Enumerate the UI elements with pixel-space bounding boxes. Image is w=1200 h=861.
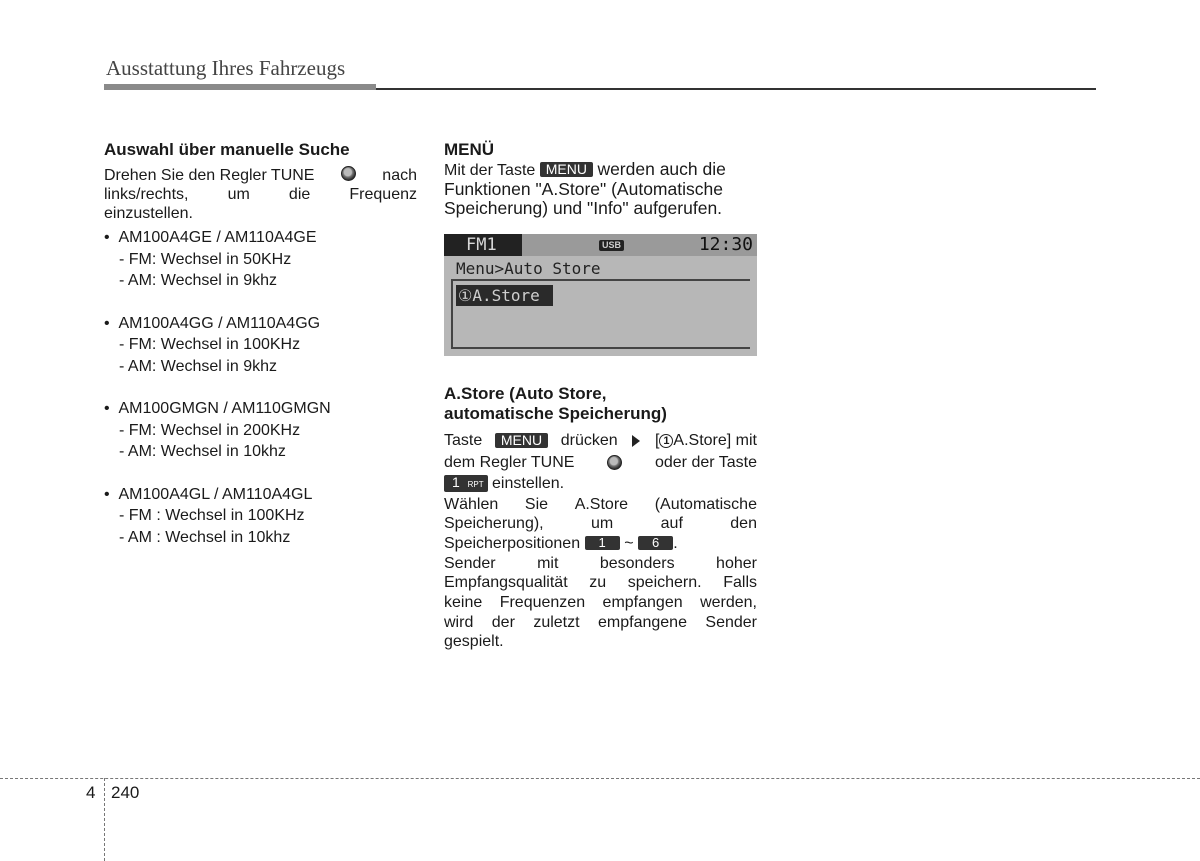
astore-line-2 (444, 452, 757, 474)
model-name: • AM100A4GE / AM110A4GE (104, 229, 317, 246)
tune-knob-icon (607, 455, 622, 470)
body-text: einstellen. (492, 475, 565, 492)
key-number: 1 (452, 474, 460, 490)
chapter-number: 4 (86, 783, 96, 802)
usb-icon: USB (599, 240, 624, 251)
arrow-right-icon (632, 435, 640, 447)
menu-line-2: Funktionen "A.Store" (Automatische (444, 179, 723, 199)
menu-line-3: Speicherung) und "Info" aufgerufen. (444, 198, 723, 218)
model-group (104, 227, 417, 292)
fm-step: - FM: Wechsel in 100KHz (119, 336, 301, 353)
astore-body (444, 430, 757, 495)
model-text: AM100A4GG / AM110A4GG (118, 314, 321, 332)
fm-step: - FM : Wechsel in 100KHz (119, 507, 305, 524)
intro-text: Drehen Sie den Regler TUNE (104, 167, 315, 184)
body-text: drücken (560, 432, 618, 449)
page-number: 240 (111, 783, 140, 802)
circled-one-icon: 1 (659, 434, 673, 448)
model-text: AM100A4GE / AM110A4GE (118, 229, 317, 246)
menu-section (444, 140, 757, 218)
preset-6-key: 6 (638, 536, 673, 550)
fm-step: - FM: Wechsel in 200KHz (119, 421, 301, 439)
manual-search-heading: Auswahl über manuelle Suche (104, 140, 350, 159)
astore-line-10: wird der zuletzt empfangene Sender (444, 613, 757, 631)
intro-line-1 (104, 166, 417, 185)
astore-line-1 (444, 430, 757, 452)
menu-heading: MENÜ (444, 140, 495, 159)
astore-line-6 (444, 534, 757, 554)
astore-line-8: Empfangsqualität zu speichern. Falls (444, 574, 757, 592)
astore-line-3 (444, 473, 757, 495)
model-name: • AM100A4GL / AM110A4GL (104, 485, 313, 503)
intro-line-2: links/rechts, um die Frequenz (104, 186, 417, 203)
astore-line-5: Speicherung), um auf den (444, 515, 757, 533)
astore-heading-2: automatische Speicherung) (444, 404, 667, 423)
body-text: [ (654, 432, 660, 449)
manual-search-intro (104, 166, 417, 223)
body-text: A.Store] mit (673, 432, 757, 449)
astore-body-2 (444, 495, 757, 653)
model-group (104, 484, 417, 549)
model-name: • AM100GMGN / AM110GMGN (104, 400, 331, 417)
model-name: • AM100A4GG / AM110A4GG (104, 314, 321, 332)
band-indicator: FM1 (444, 234, 522, 256)
am-step: - AM: Wechsel in 10khz (119, 443, 286, 460)
am-step: - AM: Wechsel in 9khz (119, 272, 277, 289)
model-group (104, 313, 417, 378)
menu-line-1 (444, 160, 757, 180)
astore-line-11: gespielt. (444, 633, 504, 651)
item-number: ① (458, 286, 473, 305)
tune-knob-icon (341, 166, 356, 181)
clock: 12:30 (698, 234, 753, 255)
radio-display (444, 234, 757, 356)
footer-rule (0, 778, 1200, 779)
left-column (104, 140, 417, 548)
section-title: Ausstattung Ihres Fahrzeugs (106, 56, 346, 80)
footer-divider (104, 778, 105, 861)
model-group (104, 398, 417, 463)
preset-1-key: 1 (585, 536, 620, 550)
body-text: . (673, 534, 678, 552)
astore-heading-1: A.Store (Auto Store, (444, 384, 607, 403)
preset-1-rpt-key (444, 475, 488, 492)
intro-line-3: einzustellen. (104, 205, 193, 222)
am-step: - AM: Wechsel in 9khz (119, 357, 277, 375)
body-text: ~ (624, 534, 634, 552)
header-rule (376, 88, 1096, 90)
astore-line-9: keine Frequenzen empfangen werden, (444, 594, 757, 612)
am-step: - AM : Wechsel in 10khz (119, 528, 291, 546)
astore-line-4: Wählen Sie A.Store (Automatische (444, 495, 757, 513)
item-label: A.Store (472, 286, 540, 305)
header-rule-accent (104, 84, 376, 90)
fm-step: - FM: Wechsel in 50KHz (119, 250, 292, 268)
menu-key: MENU (495, 433, 548, 448)
menu-text: werden auch die (597, 159, 726, 179)
display-selected-item (456, 285, 553, 306)
menu-description (444, 160, 757, 218)
model-text: AM100GMGN / AM110GMGN (118, 400, 331, 417)
body-text: Taste (444, 432, 483, 449)
intro-text: nach (382, 167, 417, 184)
body-text: Speicherpositionen (444, 534, 581, 552)
body-text: oder der Taste (654, 453, 757, 471)
menu-key: MENU (540, 162, 593, 177)
display-menu-path: Menu>Auto Store (456, 259, 601, 278)
model-text: AM100A4GL / AM110A4GL (118, 485, 313, 503)
astore-section (444, 384, 757, 652)
key-sub: RPT (467, 480, 484, 489)
body-text: dem Regler TUNE (444, 453, 575, 471)
menu-text: Mit der Taste (444, 162, 536, 179)
astore-line-7: Sender mit besonders hoher (444, 554, 757, 572)
